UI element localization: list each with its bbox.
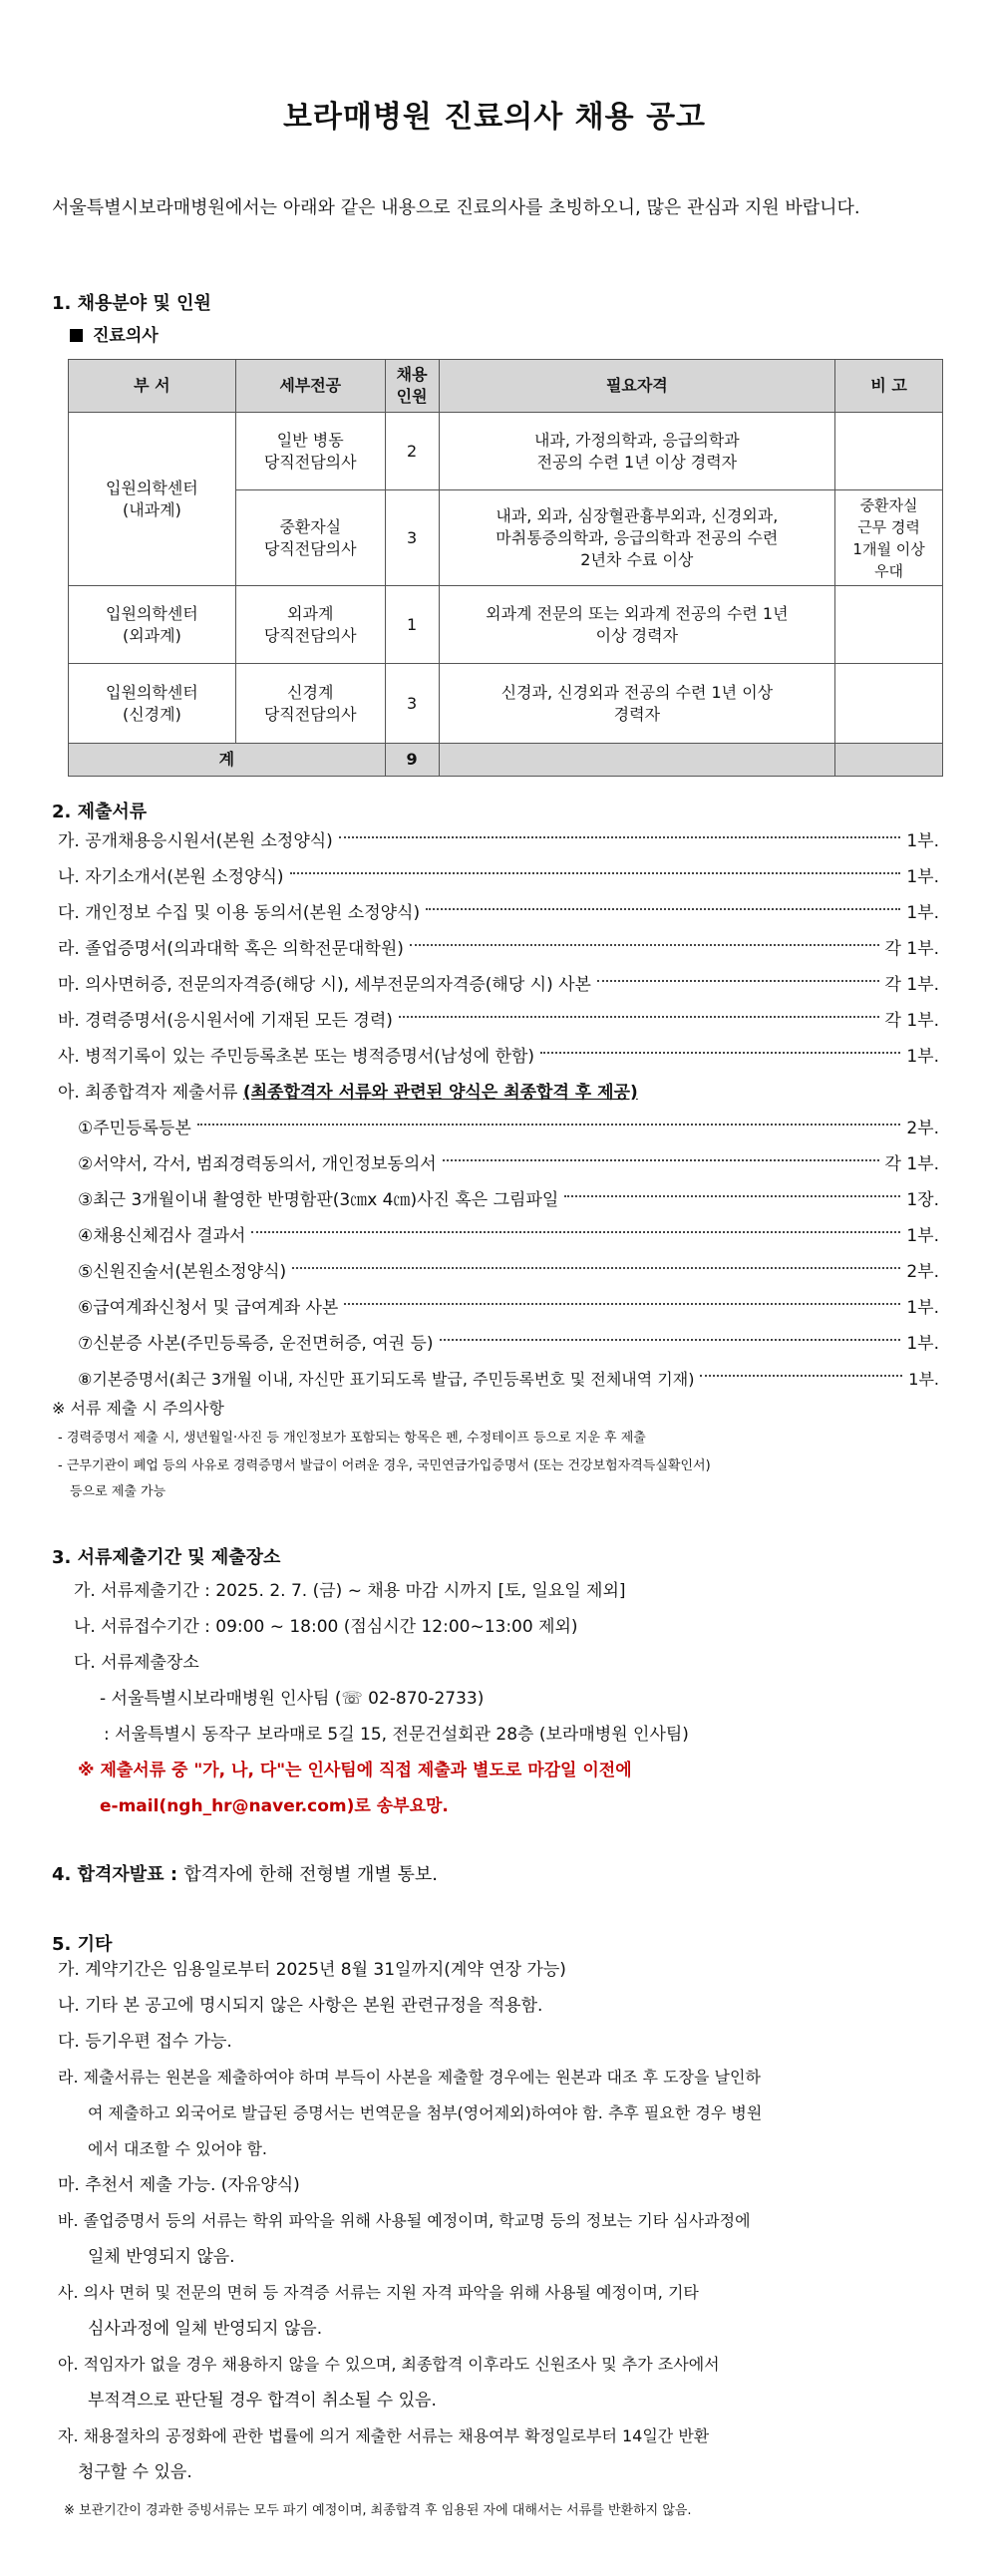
leader-dots	[410, 944, 879, 946]
header-qualification: 필요자격	[439, 360, 835, 413]
table-cell-remarks: 중환자실 근무 경력 1개월 이상 우대	[835, 490, 943, 586]
leader-dots	[290, 872, 901, 874]
item-label: 가. 공개채용응시원서(본원 소정양식)	[58, 831, 333, 851]
list-item	[58, 1254, 939, 1290]
caution-line-1: - 경력증명서 제출 시, 생년월일·사진 등 개인정보가 포함되는 항목은 펜, 수정테이프 등으로 지운 후 제출	[58, 1431, 646, 1446]
submission-place-title: 다. 서류제출장소	[74, 1653, 199, 1673]
caution-line-3: 등으로 제출 가능	[70, 1484, 166, 1499]
item-amount: 각 1부.	[884, 939, 939, 959]
total-label: 계	[69, 744, 386, 777]
table-cell-count: 3	[385, 664, 439, 744]
section-3-heading: 3. 서류제출기간 및 제출장소	[52, 1547, 281, 1568]
list-item	[58, 1182, 939, 1218]
list-item	[58, 1362, 939, 1398]
footnote: ※ 보관기간이 경과한 증빙서류는 모두 파기 예정이며, 최종합격 후 임용된 자에 대해서는 서류를 반환하지 않음.	[64, 2503, 692, 2518]
table-cell-dept: 입원의학센터 (내과계)	[69, 413, 236, 586]
list-item	[58, 1111, 939, 1146]
item-label: 다. 개인정보 수집 및 이용 동의서(본원 소정양식)	[58, 903, 421, 923]
item-amount: 각 1부.	[884, 1154, 939, 1174]
table-cell-remarks	[835, 664, 943, 744]
list-item-cont: 청구할 수 있음.	[78, 2462, 192, 2482]
total-empty	[439, 744, 835, 777]
total-value: 9	[385, 744, 439, 777]
list-item	[58, 1003, 939, 1039]
list-item: 가. 계약기간은 임용일로부터 2025년 8월 31일까지(계약 연장 가능)	[58, 1960, 566, 1980]
final-label: 아. 최종합격자 제출서류	[58, 1083, 238, 1103]
caution-title: ※ 서류 제출 시 주의사항	[52, 1399, 224, 1418]
leader-dots	[251, 1231, 900, 1233]
item-amount: 1부.	[906, 867, 939, 887]
table-cell-qualification: 신경과, 신경외과 전공의 수련 1년 이상 경력자	[439, 664, 835, 744]
item-label: 바. 경력증명서(응시원서에 기재된 모든 경력)	[58, 1011, 393, 1031]
section-5-heading: 5. 기타	[52, 1934, 113, 1955]
item-label: ①주민등록등본	[78, 1119, 191, 1138]
item-amount: 1부.	[906, 1047, 939, 1067]
table-row	[69, 664, 943, 744]
item-amount: 1부.	[906, 903, 939, 923]
list-item: 바. 졸업증명서 등의 서류는 학위 파악을 위해 사용될 예정이며, 학교명 등의 정보는 기타 심사과정에	[58, 2211, 751, 2230]
item-label: 사. 병적기록이 있는 주민등록초본 또는 병적증명서(남성에 한함)	[58, 1047, 535, 1067]
table-cell-specialty: 신경계 당직전담의사	[235, 664, 385, 744]
leader-dots	[399, 1016, 879, 1018]
item-amount: 각 1부.	[884, 1011, 939, 1031]
list-item	[58, 1290, 939, 1326]
table-row	[69, 586, 943, 664]
leader-dots	[197, 1124, 901, 1126]
list-item-cont: 에서 대조할 수 있어야 함.	[88, 2139, 267, 2158]
list-item: 아. 적임자가 없을 경우 채용하지 않을 수 있으며, 최종합격 이후라도 신원조사 및 추가 조사에서	[58, 2355, 720, 2374]
leader-dots	[339, 836, 901, 838]
item-label: ③최근 3개월이내 촬영한 반명함판(3㎝x 4㎝)사진 혹은 그림파일	[78, 1190, 559, 1210]
list-item-cont: 여 제출하고 외국어로 발급된 증명서는 번역문을 첨부(영어제외)하여야 함. 추후 필요한 경우 병원	[88, 2103, 763, 2122]
table-cell-specialty: 중환자실 당직전담의사	[235, 490, 385, 586]
leader-dots	[344, 1303, 900, 1305]
item-label: ②서약서, 각서, 범죄경력동의서, 개인정보동의서	[78, 1154, 437, 1174]
table-cell-remarks	[835, 413, 943, 490]
email-notice-2: e-mail(ngh_hr@naver.com)로 송부요망.	[100, 1796, 449, 1816]
item-label: ⑥급여계좌신청서 및 급여계좌 사본	[78, 1298, 339, 1318]
table-cell-qualification: 내과, 가정의학과, 응급의학과 전공의 수련 1년 이상 경력자	[439, 413, 835, 490]
table-total-row	[69, 744, 943, 777]
list-item-cont: 심사과정에 일체 반영되지 않음.	[88, 2319, 323, 2339]
item-label: ④채용신체검사 결과서	[78, 1226, 246, 1246]
header-remarks: 비 고	[835, 360, 943, 413]
leader-dots	[597, 980, 879, 982]
header-count: 채용 인원	[385, 360, 439, 413]
section-1-heading: 1. 채용분야 및 인원	[52, 293, 211, 314]
item-label: 나. 자기소개서(본원 소정양식)	[58, 867, 284, 887]
item-label: ⑦신분증 사본(주민등록증, 운전면허증, 여권 등)	[78, 1334, 434, 1354]
submission-hours: 나. 서류접수기간 : 09:00 ~ 18:00 (점심시간 12:00~13:00 제외)	[74, 1617, 578, 1637]
recruitment-table	[68, 359, 943, 777]
table-cell-remarks	[835, 586, 943, 664]
item-amount: 1장.	[906, 1190, 939, 1210]
section-4-heading: 4. 합격자발표 :	[52, 1864, 178, 1885]
list-item	[58, 1146, 939, 1182]
final-documents-heading	[58, 1075, 939, 1111]
list-item: 다. 등기우편 접수 가능.	[58, 2032, 232, 2052]
list-item-cont: 부적격으로 판단될 경우 합격이 취소될 수 있음.	[88, 2391, 437, 2411]
list-item	[58, 967, 939, 1003]
item-amount: 1부.	[906, 1298, 939, 1318]
list-item	[58, 1039, 939, 1075]
item-amount: 2부.	[906, 1262, 939, 1282]
table-cell-qualification: 외과계 전문의 또는 외과계 전공의 수련 1년 이상 경력자	[439, 586, 835, 664]
header-dept: 부 서	[69, 360, 236, 413]
table-row	[69, 413, 943, 490]
table-cell-qualification: 내과, 외과, 심장혈관흉부외과, 신경외과, 마취통증의학과, 응급의학과 전공의 수련 2년차 수료 이상	[439, 490, 835, 586]
table-header-row	[69, 360, 943, 413]
total-empty	[835, 744, 943, 777]
table-cell-specialty: 외과계 당직전담의사	[235, 586, 385, 664]
caution-line-2: - 근무기관이 폐업 등의 사유로 경력증명서 발급이 어려운 경우, 국민연금가입증명서 (또는 건강보험자격득실확인서)	[58, 1458, 711, 1473]
submission-place-2: : 서울특별시 동작구 보라매로 5길 15, 전문건설회관 28층 (보라매병원 인사팀)	[104, 1725, 689, 1745]
final-note: (최종합격자 서류와 관련된 양식은 최종합격 후 제공)	[242, 1083, 638, 1103]
item-label: ⑤신원진술서(본원소정양식)	[78, 1262, 287, 1282]
list-item: 사. 의사 면허 및 전문의 면허 등 자격증 서류는 지원 자격 파악을 위해 사용될 예정이며, 기타	[58, 2283, 699, 2302]
list-item: 자. 채용절차의 공정화에 관한 법률에 의거 제출한 서류는 채용여부 확정일로부터 14일간 반환	[58, 2426, 710, 2445]
section-4	[52, 1860, 438, 1886]
list-item	[58, 859, 939, 895]
list-item: 마. 추천서 제출 가능. (자유양식)	[58, 2175, 300, 2195]
section-2-heading: 2. 제출서류	[52, 802, 148, 822]
leader-dots	[443, 1159, 879, 1161]
table-cell-count: 2	[385, 413, 439, 490]
item-amount: 1부.	[906, 1226, 939, 1246]
item-amount: 1부.	[906, 831, 939, 851]
item-amount: 1부.	[908, 1370, 939, 1389]
list-item	[58, 895, 939, 931]
leader-dots	[700, 1375, 902, 1377]
item-label: 마. 의사면허증, 전문의자격증(해당 시), 세부전문의자격증(해당 시) 사본	[58, 975, 591, 995]
section-4-text: 합격자에 한해 전형별 개별 통보.	[183, 1864, 438, 1885]
square-bullet-icon	[70, 329, 83, 342]
table-cell-count: 3	[385, 490, 439, 586]
list-item	[58, 1218, 939, 1254]
leader-dots	[292, 1267, 900, 1269]
intro-text: 서울특별시보라매병원에서는 아래와 같은 내용으로 진료의사를 초빙하오니, 많은 관심과 지원 바랍니다.	[52, 197, 860, 218]
misc-list	[58, 1952, 955, 2490]
submission-period: 가. 서류제출기간 : 2025. 2. 7. (금) ~ 채용 마감 시까지 [토, 일요일 제외]	[74, 1581, 626, 1601]
item-amount: 각 1부.	[884, 975, 939, 995]
leader-dots	[540, 1052, 900, 1054]
table-cell-specialty: 일반 병동 당직전담의사	[235, 413, 385, 490]
list-item: 라. 제출서류는 원본을 제출하여야 하며 부득이 사본을 제출할 경우에는 원본과 대조 후 도장을 날인하	[58, 2068, 761, 2087]
leader-dots	[426, 908, 900, 910]
documents-list	[58, 823, 939, 1398]
submission-place-1: - 서울특별시보라매병원 인사팀 (☏ 02-870-2733)	[100, 1689, 485, 1709]
table-cell-count: 1	[385, 586, 439, 664]
list-item	[58, 1326, 939, 1362]
header-specialty: 세부전공	[235, 360, 385, 413]
table-cell-dept: 입원의학센터 (신경계)	[69, 664, 236, 744]
leader-dots	[440, 1339, 901, 1341]
item-amount: 2부.	[906, 1119, 939, 1138]
section-1-sub-label: 진료의사	[93, 326, 159, 346]
page-title: 보라매병원 진료의사 채용 공고	[282, 100, 707, 135]
leader-dots	[564, 1195, 900, 1197]
list-item	[58, 823, 939, 859]
table-cell-dept: 입원의학센터 (외과계)	[69, 586, 236, 664]
list-item: 나. 기타 본 공고에 명시되지 않은 사항은 본원 관련규정을 적용함.	[58, 1996, 543, 2016]
item-label: ⑧기본증명서(최근 3개월 이내, 자신만 표기되도록 발급, 주민등록번호 및 전체내역 기재)	[78, 1370, 695, 1389]
email-notice-1: ※ 제출서류 중 "가, 나, 다"는 인사팀에 직접 제출과 별도로 마감일 이전에	[78, 1761, 632, 1780]
item-amount: 1부.	[906, 1334, 939, 1354]
item-label: 라. 졸업증명서(의과대학 혹은 의학전문대학원)	[58, 939, 404, 959]
list-item	[58, 931, 939, 967]
section-1-sub	[70, 321, 159, 346]
list-item-cont: 일체 반영되지 않음.	[88, 2247, 235, 2267]
